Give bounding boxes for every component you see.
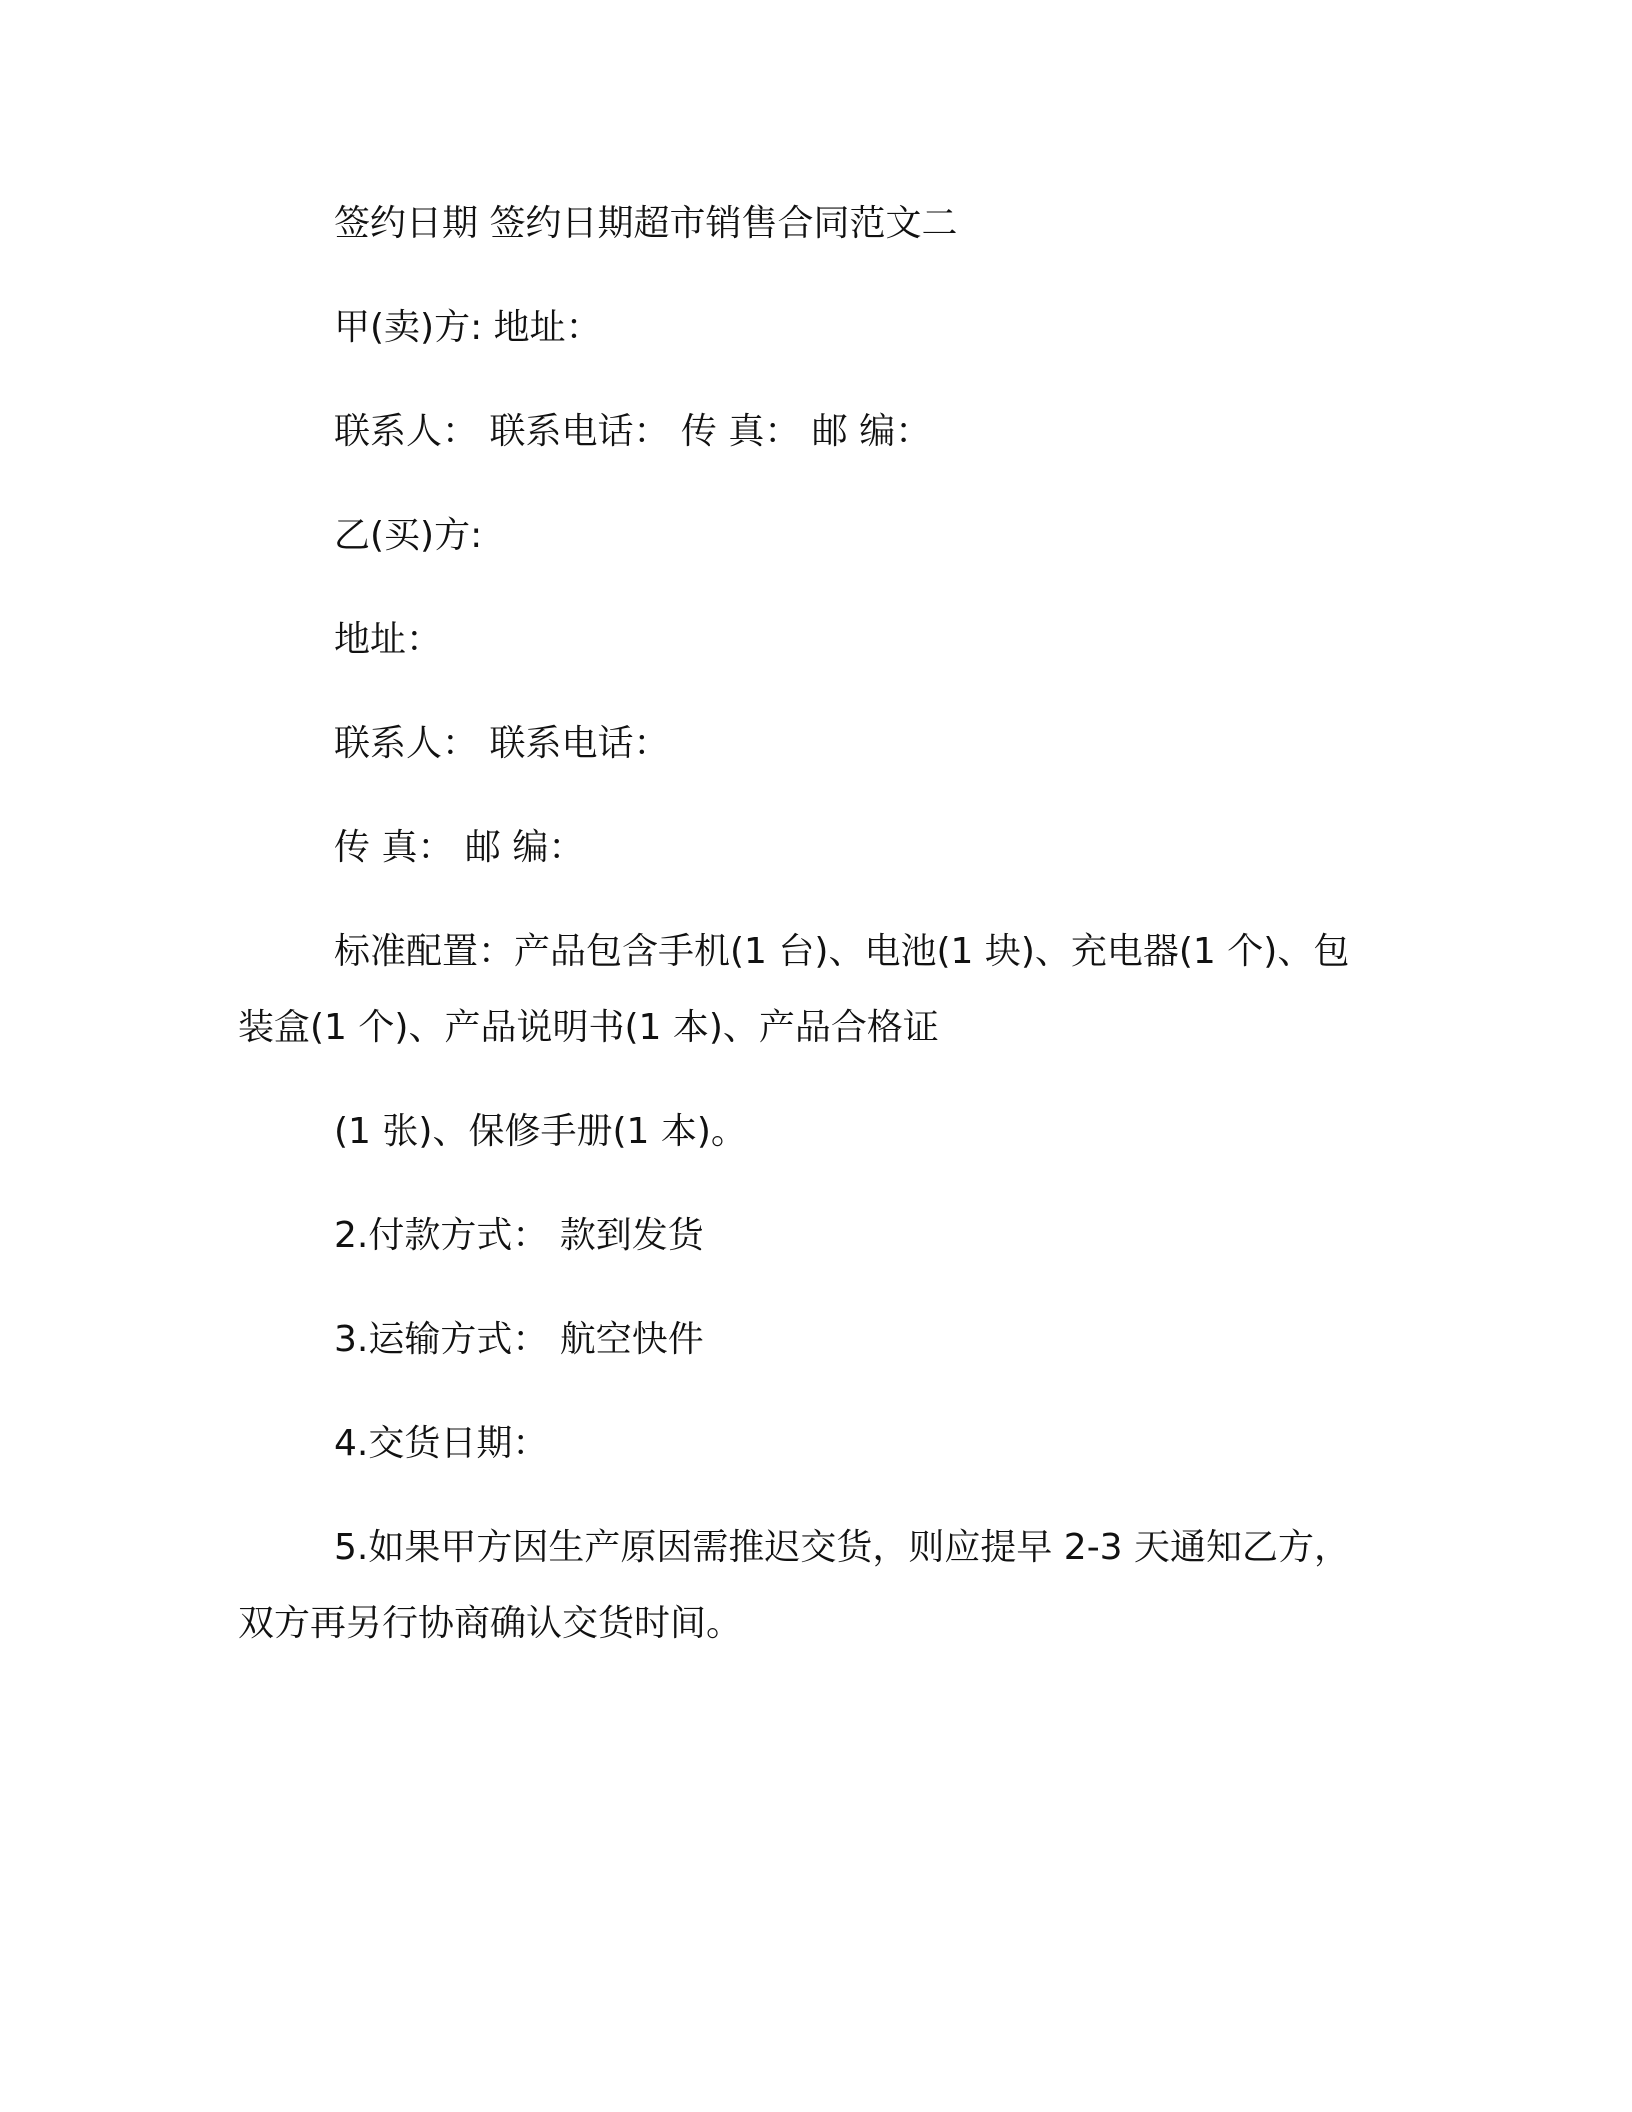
delivery-date-line: 4.交货日期：	[334, 1423, 549, 1464]
contract-title-line: 签约日期 签约日期超市销售合同范文二	[334, 203, 958, 244]
payment-method-line: 2.付款方式： 款到发货	[334, 1215, 704, 1256]
party-a-line: 甲(卖)方: 地址：	[334, 307, 602, 348]
party-b-address-line: 地址：	[334, 619, 443, 660]
party-b-fax-line: 传 真： 邮 编：	[334, 827, 585, 868]
party-b-contact-line: 联系人： 联系电话：	[334, 723, 670, 764]
party-a-contact-line: 联系人： 联系电话： 传 真： 邮 编：	[334, 411, 932, 452]
standard-config-continued: (1 张)、保修手册(1 本)。	[334, 1111, 747, 1152]
delay-clause-paragraph: 5.如果甲方因生产原因需推迟交货，则应提早 2-3 天通知乙方，双方再另行协商确认交货时间。	[238, 1527, 1351, 1644]
document-body	[238, 186, 1358, 1690]
standard-config-paragraph: 标准配置：产品包含手机(1 台)、电池(1 块)、充电器(1 个)、包装盒(1 个)、产品说明书(1 本)、产品合格证	[238, 931, 1350, 1048]
party-b-line: 乙(买)方:	[334, 515, 483, 556]
shipping-method-line: 3.运输方式： 航空快件	[334, 1319, 704, 1360]
